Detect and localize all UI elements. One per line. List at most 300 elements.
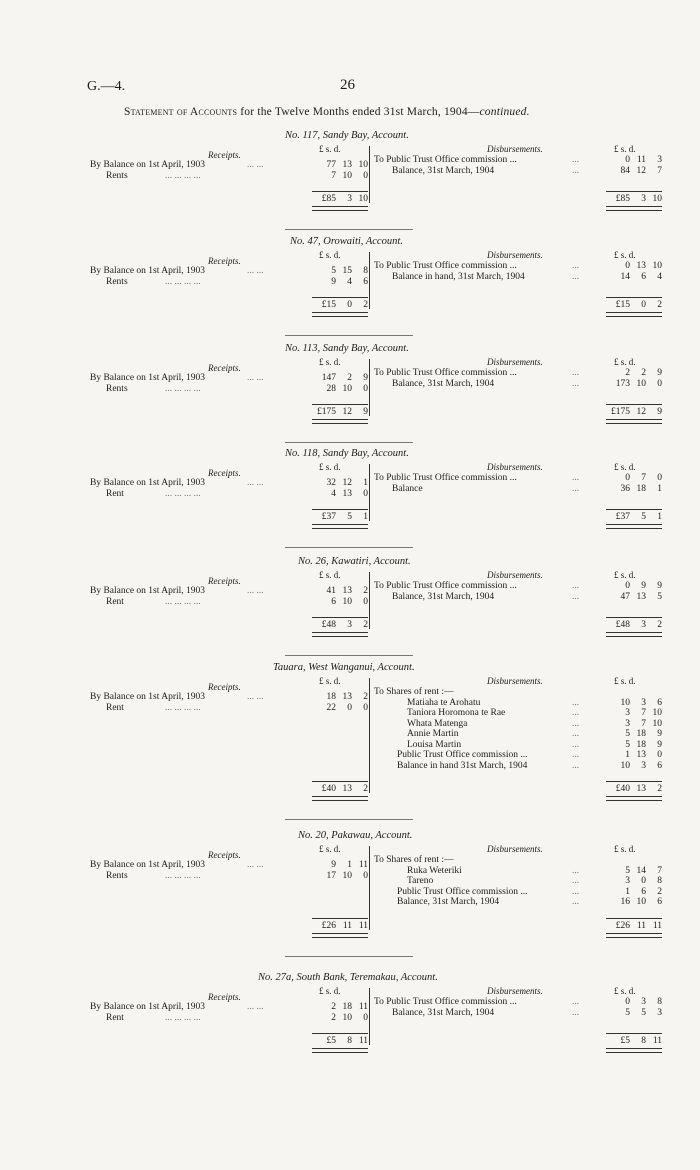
lsd-header-disbursements: £ s. d. bbox=[614, 844, 636, 854]
sum-rule bbox=[312, 191, 368, 192]
receipts-label: Receipts. bbox=[208, 363, 241, 373]
receipt-text: By Balance on 1st April, 1903 bbox=[90, 266, 206, 276]
page-title bbox=[124, 106, 530, 118]
receipt-amount-d: 11 bbox=[358, 1002, 368, 1012]
disbursement-text: Balance, 31st March, 1904 bbox=[392, 591, 495, 602]
receipts-total-s: 11 bbox=[342, 920, 352, 931]
disbursement-text: To Public Trust Office commission ... bbox=[374, 261, 517, 271]
receipts-total-s: 5 bbox=[347, 512, 352, 522]
receipt-leader-dots: ... ... bbox=[247, 692, 264, 702]
column-rule bbox=[369, 572, 370, 629]
disbursements-total-d: 2 bbox=[657, 620, 662, 630]
receipt-amount-d: 9 bbox=[363, 373, 368, 383]
receipt-amount-s: 10 bbox=[342, 1012, 352, 1023]
disbursement-leader-dots: ... bbox=[572, 997, 580, 1007]
receipt-amount-s: 1 bbox=[347, 860, 352, 870]
account-heading: No. 27a, South Bank, Teremakau, Account. bbox=[258, 972, 438, 983]
title-cont: continued. bbox=[479, 106, 530, 118]
disbursement-text: Public Trust Office commission ... bbox=[397, 886, 528, 897]
receipt-amount-d: 10 bbox=[358, 160, 368, 170]
lsd-header-receipts: £ s. d. bbox=[319, 986, 341, 996]
disbursement-leader-dots: ... bbox=[572, 697, 580, 708]
lsd-header-receipts: £ s. d. bbox=[319, 570, 341, 580]
disbursements-total-p: £37 bbox=[615, 512, 630, 522]
disbursements-label: Disbursements. bbox=[487, 144, 543, 154]
receipt-amount-d: 11 bbox=[358, 860, 368, 870]
disbursement-text: Balance, 31st March, 1904 bbox=[397, 897, 500, 907]
receipt-amount-s: 10 bbox=[342, 870, 352, 881]
disbursements-total-s: 5 bbox=[641, 512, 646, 522]
disbursement-amount-p: 3 bbox=[625, 708, 630, 718]
total-double-rule bbox=[312, 312, 368, 317]
account-heading: No. 117, Sandy Bay, Account. bbox=[285, 130, 409, 141]
receipt-amount-s: 10 bbox=[342, 170, 352, 181]
disbursements-total-d: 11 bbox=[652, 920, 662, 931]
receipt-leader-dots: ... ... ... ... bbox=[165, 488, 201, 499]
receipts-total-p: £48 bbox=[321, 620, 336, 630]
receipts-total-s: 13 bbox=[342, 784, 352, 794]
receipt-amount bbox=[312, 871, 368, 881]
disbursement-amount-d: 3 bbox=[657, 1007, 662, 1018]
receipts-total-p: £26 bbox=[321, 920, 336, 931]
disbursement-amount bbox=[606, 1008, 662, 1018]
disbursement-amount-s: 10 bbox=[636, 378, 646, 389]
receipt-leader-dots: ... ... ... ... bbox=[165, 870, 201, 881]
lsd-header-disbursements: £ s. d. bbox=[614, 676, 636, 686]
receipts-total-s: 12 bbox=[342, 407, 352, 417]
disbursement-amount-s: 6 bbox=[641, 271, 646, 282]
receipt-amount-p: 22 bbox=[326, 702, 336, 713]
section-separator bbox=[285, 655, 413, 656]
total-double-rule bbox=[606, 933, 662, 938]
receipt-amount bbox=[312, 277, 368, 287]
total-double-rule bbox=[606, 1048, 662, 1053]
receipt-amount-d: 2 bbox=[363, 692, 368, 702]
column-rule bbox=[369, 846, 370, 930]
disbursement-text: Balance in hand 31st March, 1904 bbox=[397, 760, 528, 771]
disbursement-leader-dots: ... bbox=[572, 886, 580, 897]
disbursement-amount-d: 7 bbox=[657, 165, 662, 176]
receipt-text: Rent bbox=[106, 1012, 124, 1023]
receipts-total-s: 3 bbox=[347, 620, 352, 630]
disbursement-amount-p: 3 bbox=[625, 876, 630, 886]
disbursement-amount-s: 18 bbox=[636, 729, 646, 739]
receipt-amount bbox=[312, 860, 368, 870]
receipt-amount-d: 0 bbox=[363, 488, 368, 499]
receipts-total-d: 9 bbox=[363, 407, 368, 417]
receipts-label: Receipts. bbox=[208, 992, 241, 1002]
disbursements-total-s: 3 bbox=[641, 194, 646, 204]
disbursement-amount-p: 10 bbox=[620, 697, 630, 708]
sum-rule bbox=[312, 918, 368, 919]
disbursement-text: To Shares of rent :— bbox=[374, 855, 454, 865]
receipt-amount-p: 18 bbox=[326, 692, 336, 702]
column-rule bbox=[369, 252, 370, 309]
section-separator bbox=[285, 442, 413, 443]
receipt-amount-p: 9 bbox=[331, 860, 336, 870]
disbursement-leader-dots: ... bbox=[572, 750, 580, 760]
receipt-text: By Balance on 1st April, 1903 bbox=[90, 860, 206, 870]
disbursement-amount-d: 5 bbox=[657, 591, 662, 602]
disbursement-amount bbox=[606, 581, 662, 591]
receipt-text: Rents bbox=[106, 170, 128, 181]
receipt-amount-s: 13 bbox=[342, 586, 352, 596]
disbursement-amount-p: 47 bbox=[620, 591, 630, 602]
lsd-header-receipts: £ s. d. bbox=[319, 844, 341, 854]
section-separator bbox=[285, 819, 413, 820]
disbursement-amount-d: 0 bbox=[657, 473, 662, 483]
disbursements-label: Disbursements. bbox=[487, 844, 543, 854]
sum-rule bbox=[606, 1033, 662, 1034]
receipt-amount-s: 13 bbox=[342, 488, 352, 499]
receipt-amount-s: 0 bbox=[347, 702, 352, 713]
sum-rule bbox=[606, 191, 662, 192]
receipt-amount-s: 13 bbox=[342, 692, 352, 702]
disbursement-amount-d: 0 bbox=[657, 378, 662, 389]
disbursements-total-d: 11 bbox=[652, 1036, 662, 1046]
disbursement-text: Balance, 31st March, 1904 bbox=[392, 1007, 495, 1018]
disbursement-amount bbox=[606, 484, 662, 494]
disbursement-amount-s: 5 bbox=[641, 1007, 646, 1018]
receipt-amount bbox=[312, 478, 368, 488]
sum-rule bbox=[312, 617, 368, 618]
total-double-rule bbox=[606, 524, 662, 529]
receipts-label: Receipts. bbox=[208, 682, 241, 692]
account-heading: No. 20, Pakawau, Account. bbox=[298, 830, 413, 841]
receipt-text: Rents bbox=[106, 383, 128, 394]
disbursements-total bbox=[606, 512, 662, 522]
receipt-text: By Balance on 1st April, 1903 bbox=[90, 692, 206, 702]
receipts-total-s: 3 bbox=[347, 194, 352, 204]
sum-rule bbox=[312, 509, 368, 510]
receipt-amount-d: 1 bbox=[363, 478, 368, 488]
lsd-header-disbursements: £ s. d. bbox=[614, 986, 636, 996]
disbursements-total-p: £48 bbox=[615, 620, 630, 630]
disbursement-amount-d: 9 bbox=[657, 739, 662, 750]
sum-rule bbox=[312, 297, 368, 298]
receipt-amount-p: 147 bbox=[321, 373, 336, 383]
receipt-amount-p: 7 bbox=[331, 170, 336, 181]
disbursements-total bbox=[606, 407, 662, 417]
disbursement-leader-dots: ... bbox=[572, 261, 580, 271]
receipt-amount-s: 18 bbox=[342, 1002, 352, 1012]
receipt-text: Rent bbox=[106, 702, 124, 713]
receipts-total-p: £85 bbox=[321, 194, 336, 204]
disbursements-total-d: 10 bbox=[652, 194, 662, 204]
disbursement-amount bbox=[606, 272, 662, 282]
section-separator bbox=[285, 229, 413, 230]
disbursement-amount-p: 5 bbox=[625, 739, 630, 750]
receipts-label: Receipts. bbox=[208, 576, 241, 586]
lsd-header-receipts: £ s. d. bbox=[319, 357, 341, 367]
disbursement-amount-d: 10 bbox=[652, 261, 662, 271]
disbursements-total-d: 2 bbox=[657, 300, 662, 310]
disbursement-amount-s: 14 bbox=[636, 865, 646, 876]
disbursement-amount-p: 5 bbox=[625, 865, 630, 876]
total-double-rule bbox=[606, 312, 662, 317]
column-rule bbox=[369, 359, 370, 416]
sum-rule bbox=[312, 781, 368, 782]
account-heading: No. 26, Kawatiri, Account. bbox=[298, 556, 411, 567]
disbursement-amount bbox=[606, 729, 662, 739]
receipt-amount-s: 10 bbox=[342, 596, 352, 607]
disbursement-text: Balance, 31st March, 1904 bbox=[392, 378, 495, 389]
disbursement-amount bbox=[606, 155, 662, 165]
disbursements-total bbox=[606, 921, 662, 931]
receipt-leader-dots: ... ... ... ... bbox=[165, 1012, 201, 1023]
receipt-amount bbox=[312, 597, 368, 607]
disbursement-amount-s: 9 bbox=[641, 581, 646, 591]
receipt-amount bbox=[312, 384, 368, 394]
account-heading: Tauara, West Wanganui, Account. bbox=[273, 662, 415, 673]
disbursements-label: Disbursements. bbox=[487, 462, 543, 472]
disbursements-total-d: 2 bbox=[657, 784, 662, 794]
disbursements-label: Disbursements. bbox=[487, 570, 543, 580]
disbursement-amount-d: 9 bbox=[657, 368, 662, 378]
receipts-total-d: 2 bbox=[363, 784, 368, 794]
disbursement-amount-p: 0 bbox=[625, 473, 630, 483]
receipt-amount-p: 28 bbox=[326, 383, 336, 394]
lsd-header-receipts: £ s. d. bbox=[319, 676, 341, 686]
disbursement-amount-p: 5 bbox=[625, 1007, 630, 1018]
section-separator bbox=[285, 956, 413, 957]
lsd-header-disbursements: £ s. d. bbox=[614, 144, 636, 154]
disbursement-amount-s: 7 bbox=[641, 473, 646, 483]
disbursement-amount-p: 0 bbox=[625, 581, 630, 591]
disbursement-amount-d: 6 bbox=[657, 897, 662, 907]
disbursement-amount-s: 0 bbox=[641, 876, 646, 886]
section-separator bbox=[285, 335, 413, 336]
receipt-leader-dots: ... ... ... ... bbox=[165, 383, 201, 394]
disbursement-text: Louisa Martin bbox=[407, 739, 462, 750]
disbursement-amount-p: 84 bbox=[620, 165, 630, 176]
receipt-amount-d: 0 bbox=[363, 170, 368, 181]
disbursement-leader-dots: ... bbox=[572, 739, 580, 750]
receipt-amount-s: 13 bbox=[342, 160, 352, 170]
receipt-amount-d: 2 bbox=[363, 586, 368, 596]
receipt-amount-p: 5 bbox=[331, 266, 336, 276]
account-heading: No. 47, Orowaiti, Account. bbox=[290, 236, 403, 247]
disbursement-amount-p: 1 bbox=[625, 750, 630, 760]
receipt-text: By Balance on 1st April, 1903 bbox=[90, 478, 206, 488]
receipts-total-p: £175 bbox=[317, 407, 336, 417]
lsd-header-receipts: £ s. d. bbox=[319, 462, 341, 472]
sum-rule bbox=[606, 617, 662, 618]
disbursements-total-s: 11 bbox=[636, 920, 646, 931]
receipt-text: By Balance on 1st April, 1903 bbox=[90, 1002, 206, 1012]
receipt-amount-p: 9 bbox=[331, 276, 336, 287]
title-rest: for the Twelve Months ended 31st March, 1904— bbox=[240, 106, 480, 118]
disbursement-amount bbox=[606, 261, 662, 271]
disbursements-total bbox=[606, 300, 662, 310]
disbursements-total bbox=[606, 620, 662, 630]
disbursements-total-s: 8 bbox=[641, 1036, 646, 1046]
disbursement-amount bbox=[606, 379, 662, 389]
receipt-leader-dots: ... ... ... ... bbox=[165, 276, 201, 287]
lsd-header-disbursements: £ s. d. bbox=[614, 570, 636, 580]
receipts-total-s: 8 bbox=[347, 1036, 352, 1046]
disbursement-amount-p: 36 bbox=[620, 483, 630, 494]
receipt-amount-d: 0 bbox=[363, 702, 368, 713]
disbursement-amount-s: 18 bbox=[636, 483, 646, 494]
receipt-amount-p: 4 bbox=[331, 488, 336, 499]
sum-rule bbox=[606, 918, 662, 919]
receipt-amount bbox=[312, 160, 368, 170]
disbursement-leader-dots: ... bbox=[572, 708, 580, 718]
disbursements-total bbox=[606, 194, 662, 204]
disbursement-leader-dots: ... bbox=[572, 729, 580, 739]
receipt-amount-s: 10 bbox=[342, 383, 352, 394]
disbursement-leader-dots: ... bbox=[572, 581, 580, 591]
receipts-total-d: 11 bbox=[358, 1036, 368, 1046]
receipt-text: By Balance on 1st April, 1903 bbox=[90, 586, 206, 596]
receipt-text: Rents bbox=[106, 870, 128, 881]
receipt-text: Rent bbox=[106, 596, 124, 607]
disbursement-amount-p: 16 bbox=[620, 897, 630, 907]
disbursement-amount-s: 13 bbox=[636, 261, 646, 271]
disbursement-amount-d: 3 bbox=[657, 155, 662, 165]
account-heading: No. 118, Sandy Bay, Account. bbox=[285, 448, 409, 459]
disbursement-amount-s: 11 bbox=[636, 155, 646, 165]
title-main: Statement of Accounts bbox=[124, 106, 238, 118]
disbursement-text: Balance in hand, 31st March, 1904 bbox=[392, 271, 525, 282]
receipts-total-d: 10 bbox=[358, 194, 368, 204]
disbursements-total-p: £85 bbox=[615, 194, 630, 204]
receipt-amount bbox=[312, 373, 368, 383]
disbursement-text: To Public Trust Office commission ... bbox=[374, 368, 517, 378]
total-double-rule bbox=[606, 206, 662, 211]
disbursement-amount-s: 18 bbox=[636, 739, 646, 750]
disbursement-amount-s: 3 bbox=[641, 997, 646, 1007]
total-double-rule bbox=[606, 419, 662, 424]
disbursements-total-p: £5 bbox=[620, 1036, 630, 1046]
disbursements-label: Disbursements. bbox=[487, 986, 543, 996]
lsd-header-disbursements: £ s. d. bbox=[614, 250, 636, 260]
receipt-leader-dots: ... ... bbox=[247, 860, 264, 870]
disbursement-text: Ruka Weteriki bbox=[407, 865, 462, 876]
disbursements-label: Disbursements. bbox=[487, 676, 543, 686]
receipts-total-s: 0 bbox=[347, 300, 352, 310]
disbursement-amount bbox=[606, 740, 662, 750]
disbursement-text: Balance bbox=[392, 483, 423, 494]
disbursement-amount-p: 1 bbox=[625, 886, 630, 897]
disbursements-total-s: 12 bbox=[636, 407, 646, 417]
receipts-total bbox=[312, 300, 368, 310]
receipt-leader-dots: ... ... ... ... bbox=[165, 596, 201, 607]
disbursements-total-p: £40 bbox=[615, 784, 630, 794]
account-heading: No. 113, Sandy Bay, Account. bbox=[285, 343, 409, 354]
disbursement-leader-dots: ... bbox=[572, 473, 580, 483]
disbursement-amount-d: 10 bbox=[652, 718, 662, 729]
receipt-leader-dots: ... ... ... ... bbox=[165, 170, 201, 181]
receipts-total-d: 1 bbox=[363, 512, 368, 522]
disbursement-leader-dots: ... bbox=[572, 897, 580, 907]
disbursement-leader-dots: ... bbox=[572, 483, 580, 494]
disbursement-text: Public Trust Office commission ... bbox=[397, 750, 528, 760]
receipt-amount-p: 6 bbox=[331, 596, 336, 607]
disbursements-total-s: 3 bbox=[641, 620, 646, 630]
disbursement-amount-d: 0 bbox=[657, 750, 662, 760]
disbursement-amount-s: 10 bbox=[636, 897, 646, 907]
receipt-amount bbox=[312, 1002, 368, 1012]
receipts-total bbox=[312, 194, 368, 204]
receipts-total-d: 2 bbox=[363, 620, 368, 630]
disbursement-amount-s: 2 bbox=[641, 368, 646, 378]
disbursement-amount-s: 7 bbox=[641, 708, 646, 718]
disbursement-leader-dots: ... bbox=[572, 368, 580, 378]
disbursements-label: Disbursements. bbox=[487, 357, 543, 367]
receipt-leader-dots: ... ... bbox=[247, 160, 264, 170]
disbursement-leader-dots: ... bbox=[572, 155, 580, 165]
section-separator bbox=[285, 547, 413, 548]
page-code: G.—4. bbox=[87, 79, 126, 94]
receipt-amount bbox=[312, 266, 368, 276]
disbursements-label: Disbursements. bbox=[487, 250, 543, 260]
disbursement-amount bbox=[606, 592, 662, 602]
disbursement-amount bbox=[606, 876, 662, 886]
receipts-total-p: £40 bbox=[321, 784, 336, 794]
disbursement-text: Whata Matenga bbox=[407, 718, 468, 729]
receipts-total-p: £37 bbox=[321, 512, 336, 522]
receipt-leader-dots: ... ... bbox=[247, 478, 264, 488]
receipt-text: Rent bbox=[106, 488, 124, 499]
total-double-rule bbox=[312, 796, 368, 801]
disbursement-amount-p: 14 bbox=[620, 271, 630, 282]
receipts-label: Receipts. bbox=[208, 150, 241, 160]
disbursement-amount-d: 8 bbox=[657, 997, 662, 1007]
total-double-rule bbox=[312, 933, 368, 938]
receipts-label: Receipts. bbox=[208, 850, 241, 860]
disbursement-amount-s: 13 bbox=[636, 591, 646, 602]
total-double-rule bbox=[606, 796, 662, 801]
receipts-total bbox=[312, 784, 368, 794]
disbursement-text: Matiaha te Arohatu bbox=[407, 697, 481, 708]
disbursement-amount-d: 9 bbox=[657, 581, 662, 591]
receipts-total bbox=[312, 1036, 368, 1046]
receipt-text: Rents bbox=[106, 276, 128, 287]
column-rule bbox=[369, 678, 370, 793]
column-rule bbox=[369, 464, 370, 521]
lsd-header-disbursements: £ s. d. bbox=[614, 462, 636, 472]
disbursement-amount-d: 7 bbox=[657, 865, 662, 876]
disbursements-total-p: £15 bbox=[615, 300, 630, 310]
total-double-rule bbox=[312, 632, 368, 637]
receipts-total bbox=[312, 512, 368, 522]
disbursement-amount-d: 9 bbox=[657, 729, 662, 739]
total-double-rule bbox=[606, 632, 662, 637]
disbursement-text: To Public Trust Office commission ... bbox=[374, 473, 517, 483]
sum-rule bbox=[312, 404, 368, 405]
receipt-amount-p: 77 bbox=[326, 160, 336, 170]
sum-rule bbox=[606, 509, 662, 510]
disbursement-amount bbox=[606, 473, 662, 483]
receipt-amount-p: 32 bbox=[326, 478, 336, 488]
disbursements-total bbox=[606, 1036, 662, 1046]
disbursement-amount bbox=[606, 368, 662, 378]
disbursement-leader-dots: ... bbox=[572, 865, 580, 876]
sum-rule bbox=[606, 404, 662, 405]
disbursement-text: To Public Trust Office commission ... bbox=[374, 155, 517, 165]
receipts-total-d: 11 bbox=[358, 920, 368, 931]
receipts-total bbox=[312, 620, 368, 630]
disbursement-amount bbox=[606, 997, 662, 1007]
disbursement-amount-d: 2 bbox=[657, 886, 662, 897]
disbursement-amount-s: 3 bbox=[641, 760, 646, 771]
page-number: 26 bbox=[340, 77, 355, 93]
sum-rule bbox=[312, 1033, 368, 1034]
sum-rule bbox=[606, 781, 662, 782]
receipts-label: Receipts. bbox=[208, 256, 241, 266]
